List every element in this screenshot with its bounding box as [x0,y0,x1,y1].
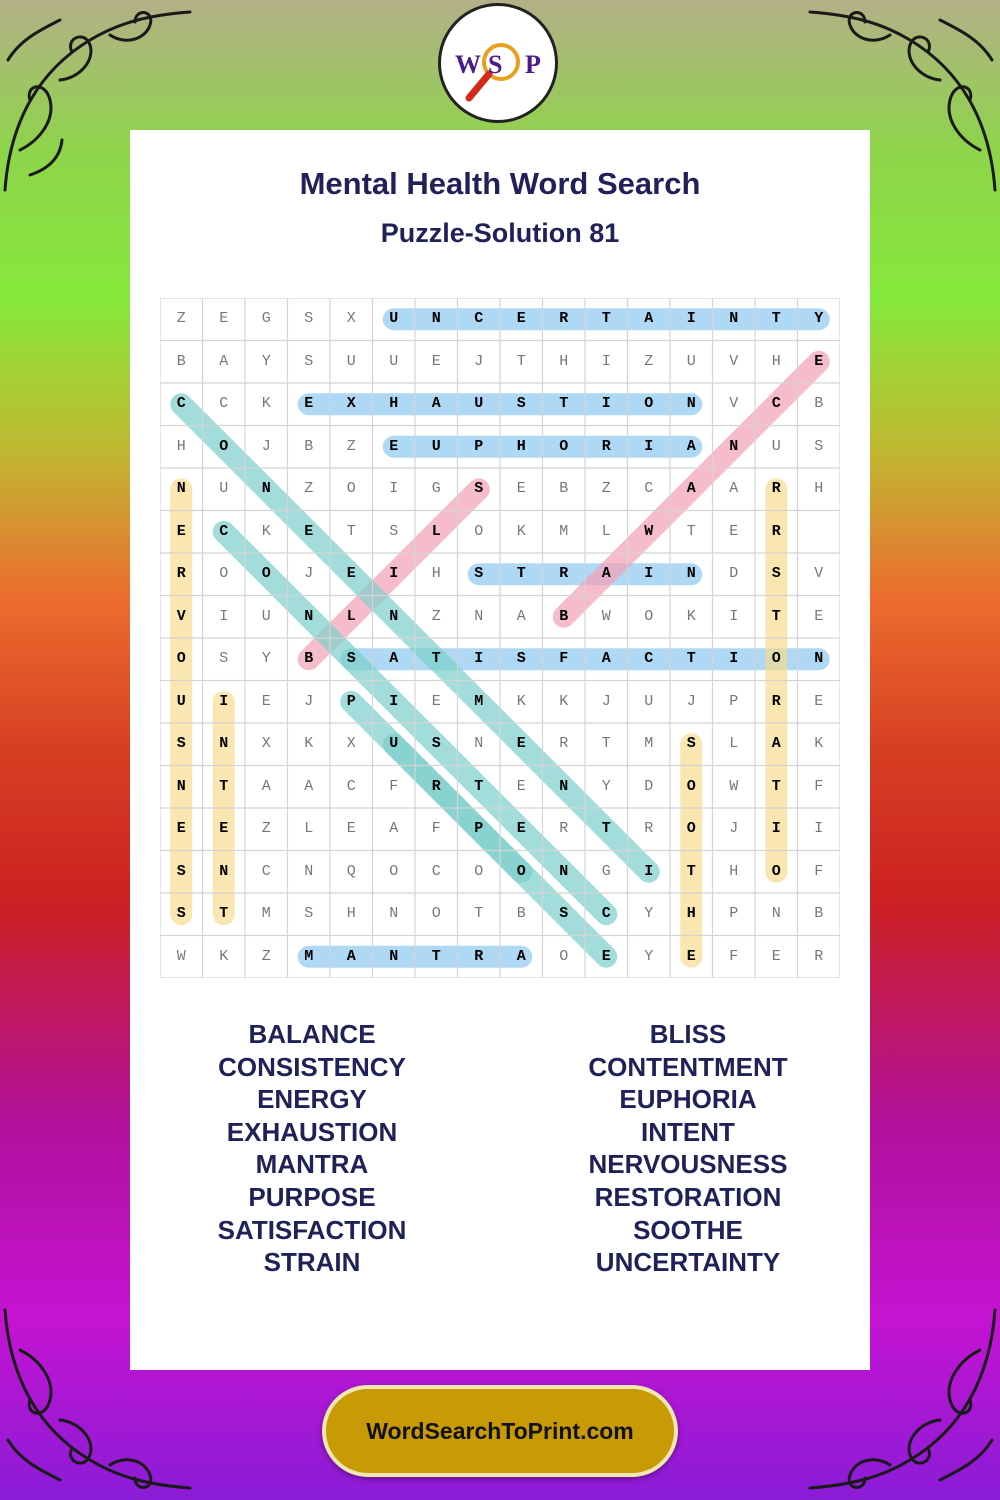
grid-cell[interactable]: T [219,777,229,795]
grid-cell[interactable]: E [729,522,739,540]
grid-cell[interactable]: C [431,862,441,880]
grid-cell[interactable]: C [644,650,654,667]
grid-cell[interactable]: U [389,310,399,327]
grid-cell[interactable]: N [729,437,739,455]
grid-cell[interactable]: Y [261,650,271,667]
grid-cell[interactable]: E [304,522,314,540]
grid-cell[interactable]: T [686,522,696,540]
grid-cell[interactable]: O [516,862,526,880]
grid-cell[interactable]: M [644,735,654,752]
grid-cell[interactable]: E [261,692,271,710]
grid-cell[interactable]: S [559,905,569,922]
grid-cell[interactable]: R [559,565,569,582]
grid-cell[interactable]: K [686,607,696,625]
grid-cell[interactable]: M [474,692,484,710]
grid-cell[interactable]: H [559,352,569,370]
grid-cell[interactable]: X [261,735,271,752]
grid-cell[interactable]: A [304,777,314,795]
grid-cell[interactable]: I [686,310,696,327]
grid-cell[interactable]: R [176,565,186,582]
grid-cell[interactable]: S [304,352,314,370]
grid-cell[interactable]: S [431,735,441,752]
grid-cell[interactable]: I [644,437,654,455]
grid-cell[interactable]: T [346,522,356,540]
grid-cell[interactable]: G [261,310,271,327]
grid-cell[interactable]: T [601,820,611,837]
grid-cell[interactable]: Q [346,862,356,880]
grid-cell[interactable]: O [431,905,441,922]
grid-cell[interactable]: H [729,862,739,880]
grid-cell[interactable]: O [474,862,484,880]
grid-cell[interactable]: C [176,395,186,412]
grid-cell[interactable]: N [559,777,569,795]
grid-cell[interactable]: Y [601,777,611,795]
grid-cell[interactable]: N [686,395,696,412]
word-item: EUPHORIA [619,1084,757,1115]
grid-cell[interactable]: O [219,565,229,582]
grid-cell[interactable]: J [304,692,314,710]
grid-cell[interactable]: B [814,395,824,412]
grid-cell[interactable]: A [389,820,399,837]
grid-cell[interactable]: Z [304,480,314,497]
grid-cell[interactable]: I [814,820,824,837]
grid-cell[interactable]: I [771,820,781,837]
grid-cell[interactable]: H [176,437,186,455]
grid-cell[interactable]: Z [601,480,611,497]
grid-cell[interactable]: T [474,777,484,795]
grid-cell[interactable]: N [474,735,484,752]
grid-cell[interactable]: T [516,352,526,370]
grid-cell[interactable]: T [516,565,526,582]
grid-cell[interactable]: T [771,310,781,327]
grid-cell[interactable]: S [176,735,186,752]
grid-cell[interactable]: O [771,862,781,880]
grid-cell[interactable]: N [431,310,441,327]
grid-cell[interactable]: J [601,692,611,710]
grid-cell[interactable]: R [771,480,781,497]
grid-cell[interactable]: I [474,650,484,667]
grid-cell[interactable]: P [474,437,484,455]
grid-cell[interactable]: T [686,650,696,667]
grid-cell[interactable]: H [431,565,441,582]
grid-cell[interactable]: B [304,650,314,667]
grid-cell[interactable]: Y [261,352,271,370]
grid-cell[interactable]: B [559,480,569,497]
grid-cell[interactable]: I [601,395,611,412]
grid-cell[interactable]: T [601,310,611,327]
grid-cell[interactable]: H [686,905,696,922]
grid-cell[interactable]: J [729,820,739,837]
grid-cell[interactable]: N [729,310,739,327]
grid-cell[interactable]: S [346,650,356,667]
grid-cell[interactable]: E [814,692,824,710]
grid-cell[interactable]: E [516,480,526,497]
grid-cell[interactable]: M [304,947,314,965]
grid-cell[interactable]: S [304,310,314,327]
grid-cell[interactable]: E [516,735,526,752]
grid-cell[interactable]: O [261,565,271,582]
site-logo[interactable] [438,3,558,123]
grid-cell[interactable]: V [176,607,186,625]
grid-cell[interactable]: C [219,522,229,540]
grid-cell[interactable]: N [219,735,229,752]
grid-cell[interactable]: E [431,352,441,370]
grid-cell[interactable]: I [389,480,399,497]
word-list-right [508,1018,868,1279]
grid-cell[interactable]: C [261,862,271,880]
word-item: INTENT [641,1116,735,1147]
grid-cell[interactable]: O [644,607,654,625]
grid-cell[interactable]: W [601,607,611,625]
grid-cell[interactable]: A [219,352,229,370]
grid-cell[interactable]: R [814,947,824,965]
grid-cell[interactable]: I [729,650,739,667]
grid-cell[interactable]: O [644,395,654,412]
grid-cell[interactable]: Z [431,607,441,625]
grid-cell[interactable]: S [814,437,824,455]
grid-cell[interactable]: H [814,480,824,497]
grid-cell[interactable]: A [516,607,526,625]
grid-cell[interactable]: M [261,905,271,922]
grid-cell[interactable]: M [559,522,569,540]
page-title: Mental Health Word Search [299,166,701,201]
grid-cell[interactable]: F [389,777,399,795]
grid-cell[interactable]: P [729,692,739,710]
grid-cell[interactable]: B [176,352,186,370]
grid-cell[interactable]: A [346,947,356,965]
grid-cell[interactable]: V [814,565,824,582]
grid-cell[interactable]: N [559,862,569,880]
grid-cell[interactable]: O [559,947,569,965]
grid-cell[interactable]: A [431,395,441,412]
grid-cell[interactable]: C [219,395,229,412]
word-search-grid[interactable] [160,298,840,978]
grid-cell[interactable]: V [729,395,739,412]
grid-cell[interactable]: D [729,565,739,582]
grid-cell[interactable]: F [814,777,824,795]
grid-cell[interactable]: G [431,480,441,497]
word-item: BALANCE [248,1019,376,1049]
grid-cell[interactable]: N [771,905,781,922]
grid-cell[interactable]: N [686,565,696,582]
grid-cell[interactable]: R [771,692,781,710]
grid-cell[interactable]: U [771,437,781,455]
grid-cell[interactable]: N [219,862,229,880]
grid-cell[interactable]: S [389,522,399,540]
grid-cell[interactable]: A [771,735,781,752]
grid-cell[interactable]: R [559,820,569,837]
grid-cell[interactable]: U [261,607,271,625]
grid-cell[interactable]: B [559,607,569,625]
word-item: STRAIN [263,1247,361,1278]
grid-cell[interactable]: W [729,777,739,795]
grid-cell[interactable]: P [346,692,356,710]
word-item: BLISS [649,1019,727,1049]
grid-cell[interactable]: N [176,777,186,795]
grid-cell[interactable]: O [686,777,696,795]
grid-cell[interactable]: Z [176,310,186,327]
grid-cell[interactable]: O [771,650,781,667]
grid-cell[interactable]: E [389,437,399,455]
grid-cell[interactable]: O [559,437,569,455]
grid-cell[interactable]: S [516,650,526,667]
grid-cell[interactable]: K [516,522,526,540]
grid-cell[interactable]: L [729,735,739,752]
grid-cell[interactable]: B [516,905,526,922]
grid-cell[interactable]: Y [644,905,654,922]
grid-cell[interactable]: E [176,522,186,540]
grid-cell[interactable]: E [814,352,824,370]
grid-cell[interactable]: Z [644,352,654,370]
grid-cell[interactable]: N [814,650,824,667]
logo-letter-p: P [525,50,541,79]
grid-cell[interactable]: N [389,947,399,965]
grid-cell[interactable]: R [474,947,484,965]
grid-cell[interactable]: I [389,565,399,582]
word-item: NERVOUSNESS [588,1149,788,1180]
grid-cell[interactable]: N [176,480,186,497]
grid-cell[interactable]: I [729,607,739,625]
grid-cell[interactable]: T [771,777,781,795]
grid-cell[interactable]: E [346,820,356,837]
word-item: EXHAUSTION [226,1116,398,1147]
grid-cell[interactable]: F [814,862,824,880]
grid-cell[interactable]: I [389,692,399,710]
grid-cell[interactable]: I [644,565,654,582]
grid-cell[interactable]: F [729,947,739,965]
grid-cell[interactable]: N [474,607,484,625]
grid-cell[interactable]: A [601,650,611,667]
grid-cell[interactable]: E [219,310,229,327]
grid-cell[interactable]: Z [346,437,356,455]
grid-cell[interactable]: E [516,310,526,327]
grid-cell[interactable]: S [771,565,781,582]
logo-letter-s: S [488,50,503,79]
grid-cell[interactable]: T [771,607,781,625]
grid-cell[interactable]: K [261,395,271,412]
grid-cell[interactable]: F [559,650,569,667]
grid-cell[interactable]: W [176,947,186,965]
grid-cell[interactable]: U [474,395,484,412]
grid-cell[interactable]: R [431,777,441,795]
grid-cell[interactable]: Z [261,947,271,965]
grid-cell[interactable]: E [771,947,781,965]
grid-cell[interactable]: O [686,820,696,837]
grid-cell[interactable]: R [559,735,569,752]
grid-cell[interactable]: T [431,650,441,667]
word-list-left [132,1018,492,1279]
grid-cell[interactable]: H [346,905,356,922]
grid-cell[interactable]: U [176,692,186,710]
grid-cell[interactable]: A [644,310,654,327]
grid-cell[interactable]: E [176,820,186,837]
grid-cell[interactable]: H [771,352,781,370]
page-subtitle: Puzzle-Solution 81 [380,218,620,248]
word-item: PURPOSE [248,1181,376,1212]
word-item: RESTORATION [594,1181,782,1212]
grid-cell[interactable]: R [601,437,611,455]
grid-cell[interactable]: B [304,437,314,455]
grid-cell[interactable]: R [644,820,654,837]
grid-cell[interactable]: C [346,777,356,795]
grid-cell[interactable]: A [686,480,696,497]
grid-cell[interactable]: T [686,862,696,880]
grid-cell[interactable]: K [261,522,271,540]
word-item: UNCERTAINTY [595,1247,781,1278]
grid-cell[interactable]: N [304,607,314,625]
grid-cell[interactable]: O [176,650,186,667]
grid-cell[interactable]: X [346,395,356,412]
grid-cell[interactable]: T [219,905,229,922]
word-item: MANTRA [255,1149,369,1180]
grid-cell[interactable]: C [771,395,781,412]
grid-cell[interactable]: C [601,905,611,922]
grid-cell[interactable]: A [601,565,611,582]
grid-cell[interactable]: O [389,862,399,880]
grid-cell[interactable]: N [261,480,271,497]
grid-cell[interactable]: L [304,820,314,837]
grid-cell[interactable]: J [261,437,271,455]
grid-cell[interactable]: N [389,905,399,922]
grid-cell[interactable]: S [474,565,484,582]
grid-cell[interactable]: Z [261,820,271,837]
grid-cell[interactable]: U [431,437,441,455]
grid-cell[interactable]: T [474,905,484,922]
grid-cell[interactable]: R [559,310,569,327]
grid-cell[interactable]: L [346,607,356,625]
grid-cell[interactable]: L [601,522,611,540]
grid-cell[interactable]: E [219,820,229,837]
grid-cell[interactable]: E [516,777,526,795]
grid-cell[interactable]: H [389,395,399,412]
grid-cell[interactable]: A [686,437,696,455]
grid-cell[interactable]: T [431,947,441,965]
grid-cell[interactable]: P [474,820,484,837]
grid-cell[interactable]: K [814,735,824,752]
grid-cell[interactable]: L [431,522,441,540]
grid-cell[interactable]: A [516,947,526,965]
word-item: CONSISTENCY [218,1051,406,1082]
grid-cell[interactable]: U [644,692,654,710]
puzzle-card [130,130,870,1370]
grid-cell[interactable]: U [389,735,399,752]
grid-cell[interactable]: C [474,310,484,327]
grid-cell[interactable]: K [304,735,314,752]
word-item: ENERGY [257,1084,367,1115]
grid-cell[interactable]: I [219,692,229,710]
grid-cell[interactable]: V [729,352,739,370]
grid-cell[interactable]: I [601,352,611,370]
grid-cell[interactable]: W [644,522,654,540]
grid-cell[interactable]: E [346,565,356,582]
grid-cell[interactable]: E [431,692,441,710]
grid-cell[interactable]: Y [644,947,654,965]
grid-cell[interactable]: K [516,692,526,710]
logo-letter-w: W [455,50,481,79]
grid-cell[interactable]: X [346,310,356,327]
grid-cell[interactable]: K [219,947,229,965]
grid-cell[interactable]: E [686,947,696,965]
grid-cell[interactable]: S [176,905,186,922]
grid-cell[interactable]: U [346,352,356,370]
grid-cell[interactable]: J [304,565,314,582]
grid-cell[interactable]: B [814,905,824,922]
grid-cell[interactable]: U [219,480,229,497]
grid-cell[interactable]: S [686,735,696,752]
grid-cell[interactable]: S [304,905,314,922]
grid-cell[interactable]: O [474,522,484,540]
grid-cell[interactable]: P [729,905,739,922]
word-item: CONTENTMENT [588,1051,788,1082]
grid-cell[interactable]: S [176,862,186,880]
footer-site-button[interactable]: WordSearchToPrint.com [322,1385,678,1477]
grid-cell[interactable]: S [219,650,229,667]
word-item: SATISFACTION [217,1214,407,1245]
grid-cell[interactable]: A [261,777,271,795]
grid-cell[interactable]: Y [814,310,824,327]
grid-cell[interactable]: A [389,650,399,667]
grid-cell[interactable]: T [559,395,569,412]
grid-cell[interactable]: X [346,735,356,752]
grid-cell[interactable]: N [304,862,314,880]
grid-cell[interactable]: O [346,480,356,497]
grid-cell[interactable]: N [389,607,399,625]
grid-cell[interactable]: O [219,437,229,455]
grid-cell[interactable]: R [771,522,781,540]
grid-cell[interactable]: G [601,862,611,880]
grid-cell[interactable]: J [474,352,484,370]
grid-cell[interactable]: U [686,352,696,370]
grid-cell[interactable]: E [814,607,824,625]
word-item: SOOTHE [633,1214,743,1245]
grid-cell[interactable]: E [304,395,314,412]
grid-cell[interactable]: C [644,480,654,497]
grid-cell[interactable]: E [516,820,526,837]
grid-cell[interactable]: F [431,820,441,837]
grid-cell[interactable]: J [686,692,696,710]
grid-cell[interactable]: H [516,437,526,455]
grid-cell[interactable]: S [474,480,484,497]
grid-cell[interactable]: I [644,862,654,880]
grid-cell[interactable]: T [601,735,611,752]
grid-cell[interactable]: E [601,947,611,965]
grid-cell[interactable]: D [644,777,654,795]
grid-cell[interactable]: K [559,692,569,710]
grid-cell[interactable]: S [516,395,526,412]
grid-cell[interactable]: I [219,607,229,625]
grid-cell[interactable]: U [389,352,399,370]
grid-cell[interactable]: A [729,480,739,497]
